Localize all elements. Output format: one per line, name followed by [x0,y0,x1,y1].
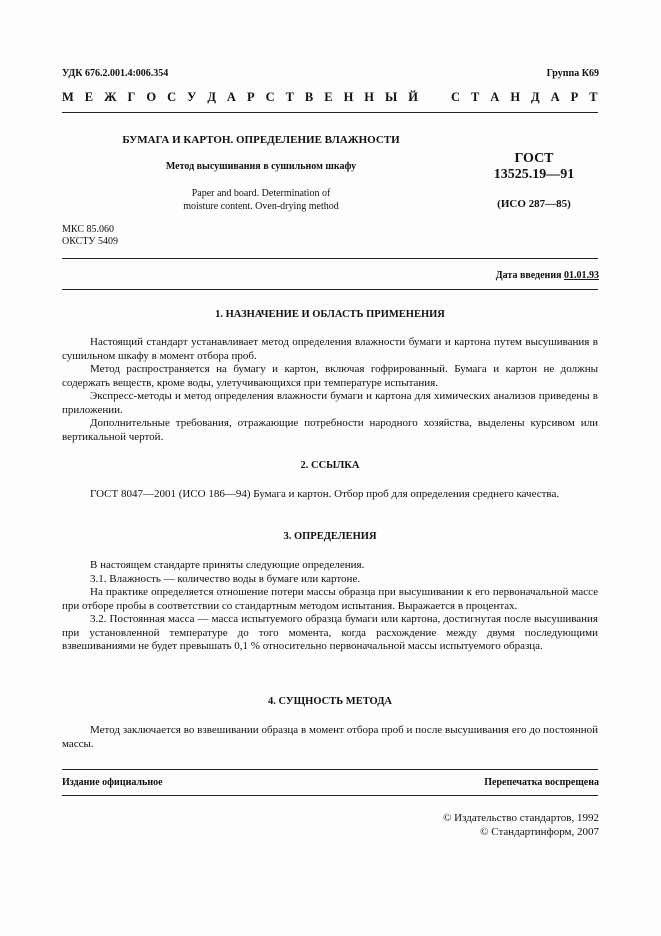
banner-letter: Т [285,90,294,104]
paragraph: На практике определяется отношение потери массы образца при высушивании к его первоначальной массе при отборе пробы в соответствии со стандартным методом испытания. Выражается в процентах. [62,586,598,612]
section-1-heading: 1. НАЗНАЧЕНИЕ И ОБЛАСТЬ ПРИМЕНЕНИЯ [215,309,445,320]
interstate-standard-banner [62,90,598,105]
banner-letter: С [167,90,177,104]
section-2-heading: 2. ССЫЛКА [300,460,360,471]
paragraph: Дополнительные требования, отражающие потребности народного хозяйства, выделены курсивом или вертикальной чертой. [62,417,598,443]
paragraph: Настоящий стандарт устанавливает метод определения влажности бумаги и картона путем высушивания в сушильном шкафу в момент отбора проб. [62,336,598,362]
paragraph: В настоящем стандарте приняты следующие определения. [90,559,365,571]
paragraph: Экспресс-методы и метод определения влажности бумаги и картона для химических анализов приведены в приложении. [62,390,598,416]
title-rule [62,258,598,259]
reprint-prohibited: Перепечатка воспрещена [484,777,599,788]
section-2-body [62,488,598,502]
gost-designation [470,151,598,183]
banner-letter: Ж [104,90,117,104]
banner-letter: А [226,90,236,104]
paragraph: Метод распространяется на бумагу и картон, включая гофрированный. Бумага и картон не должны содержать веществ, кроме воды, улетучивающихся при температуре испытания. [62,363,598,389]
section-1-body [62,336,598,444]
paragraph: 3.1. Влажность — количество воды в бумаге или картоне. [90,572,361,585]
banner-letter: Й [408,90,418,104]
okstu-code: ОКСТУ 5409 [62,236,119,247]
english-title-line: moisture content. Oven-drying method [183,201,339,212]
banner-letter: М [62,90,74,104]
banner-letter: Н [343,90,354,104]
section-3-body [62,559,598,654]
document-title: БУМАГА И КАРТОН. ОПРЕДЕЛЕНИЕ ВЛАЖНОСТИ [122,134,400,146]
banner-letter: Е [84,90,94,104]
banner-letter: В [304,90,314,104]
english-title-line: Paper and board. Determination of [191,188,331,199]
document-subtitle: Метод высушивания в сушильном шкафу [165,161,357,172]
iso-reference: (ИСО 287—85) [497,198,571,210]
banner-letter: Е [324,90,333,104]
footer-rule [62,769,598,770]
banner-letter: А [490,90,500,104]
paragraph: Метод заключается во взвешивании образца в момент отбора проб и после высушивания его до постоянной массы. [62,724,598,750]
introduction-date [496,270,599,281]
banner-letter: Р [246,90,255,104]
banner-letter: О [146,90,157,104]
introduction-date-label: Дата введения [495,270,562,281]
header-rule [62,112,598,113]
official-edition: Издание официальное [62,777,163,788]
banner-letter: Д [207,90,216,104]
section-3-heading: 3. ОПРЕДЕЛЕНИЯ [283,531,377,542]
mks-code: МКС 85.060 [62,224,114,235]
group-code: Группа К69 [546,68,599,79]
copyright-line: © Издательство стандартов, 1992 [443,812,599,824]
banner-letter: Г [127,90,136,104]
banner-letter: С [265,90,275,104]
classification-codes [62,224,118,248]
date-rule [62,289,598,290]
footer-bottom-rule [62,795,598,796]
english-title [62,187,460,213]
banner-letter: Н [364,90,375,104]
paragraph: ГОСТ 8047—2001 (ИСО 186—94) Бумага и картон. Отбор проб для определения среднего качества. [90,488,560,500]
udk-code: УДК 676.2.001.4:006.354 [62,68,169,79]
gost-label: ГОСТ [514,151,554,166]
section-4-heading: 4. СУЩНОСТЬ МЕТОДА [267,696,393,707]
banner-letter: Т [470,90,480,104]
banner-letter: Т [589,90,598,104]
banner-letter: Н [510,90,521,104]
banner-letter: У [187,90,197,104]
banner-letter: Ы [385,90,398,104]
section-4-body [62,724,598,751]
banner-letter: А [550,90,560,104]
banner-letter: С [450,90,460,104]
banner-letter: Р [570,90,579,104]
gost-number: 13525.19—91 [493,167,575,182]
copyright-block [443,811,599,839]
paragraph: 3.2. Постоянная масса — масса испытуемого образца бумаги или картона, достигнутая после высушивания при установленной температуре до того момента, когда расхождение между двумя последующими взвешиваниями не будет превышать 0,1 % относительно первоначальной массы испытуемого образца. [62,613,598,652]
copyright-line: © Стандартинформ, 2007 [480,826,599,838]
banner-letter: Д [531,90,540,104]
introduction-date-value: 01.01.93 [564,270,599,281]
